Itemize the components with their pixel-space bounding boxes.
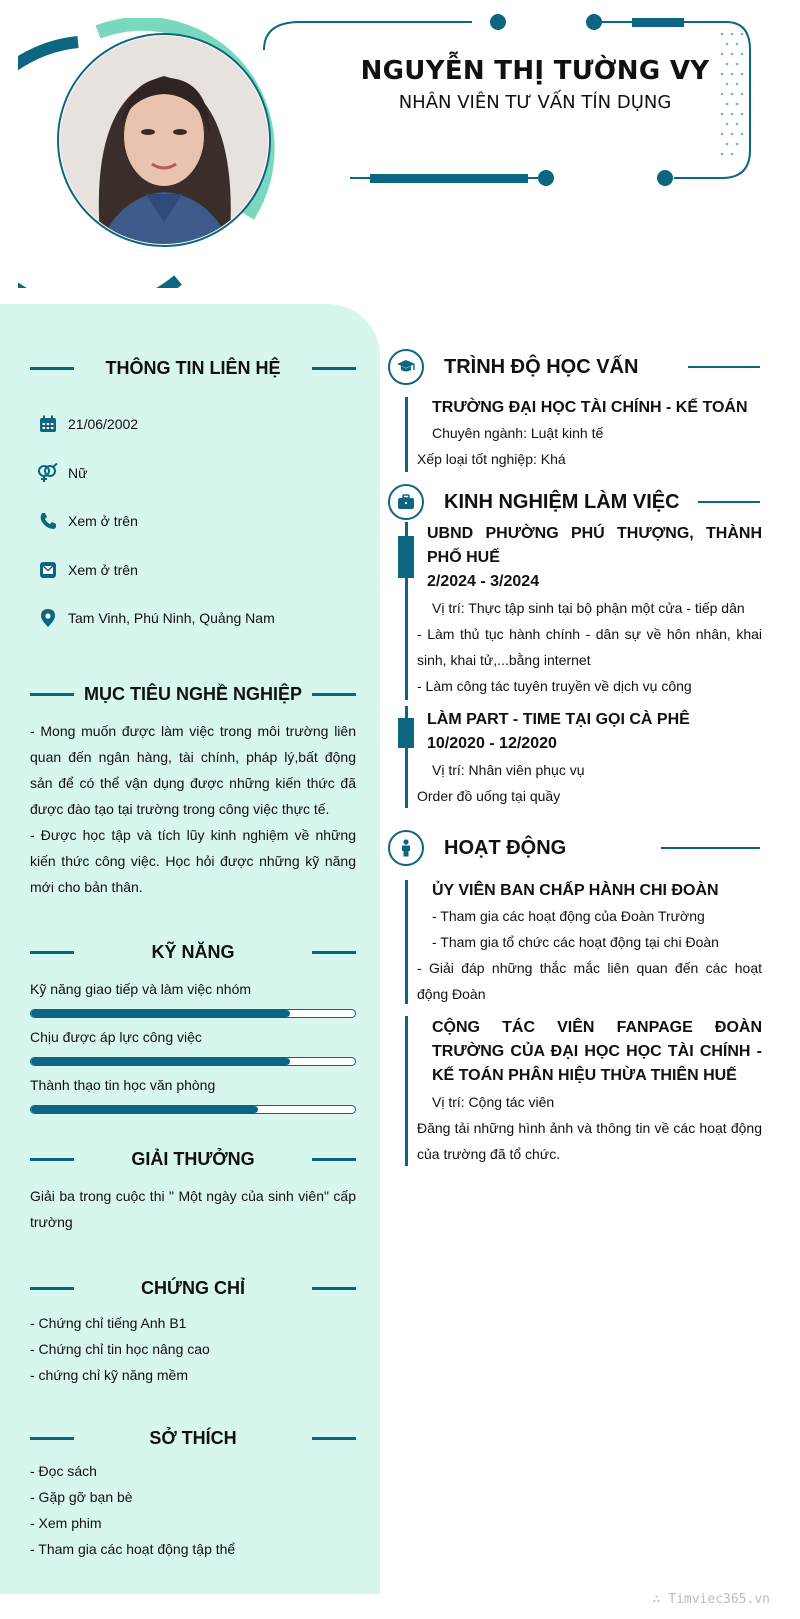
- objective-heading: MỤC TIÊU NGHỀ NGHIỆP: [30, 680, 356, 708]
- job-position: Vị trí: Thực tập sinh tại bộ phận một cửa - tiếp dân: [432, 600, 745, 616]
- activity-detail: - Tham gia tổ chức các hoạt động tại chi Đoàn: [432, 934, 719, 950]
- job-description: Order đồ uống tại quầy: [417, 788, 561, 804]
- job-period: 2/2024 - 3/2024: [427, 573, 540, 590]
- contact-gender: Nữ: [36, 460, 87, 486]
- list-item: - Xem phim: [30, 1515, 102, 1531]
- skill-item: Thành thạo tin học văn phòng: [30, 1077, 356, 1114]
- job-description: - Làm công tác tuyên truyền về dịch vụ công: [417, 678, 692, 694]
- activity-detail: - Giải đáp những thắc mắc liên quan đến các hoạt động Đoàn: [417, 960, 762, 1002]
- activity-detail: Đăng tải những hình ảnh và thông tin về các hoạt động của trường đã tổ chức.: [417, 1120, 762, 1162]
- watermark: ∴ Timviec365.vn: [652, 1592, 770, 1607]
- job-description: - Làm thủ tục hành chính - dân sự về hôn nhân, khai sinh, khai tử,...bằng internet: [417, 626, 762, 668]
- gender-icon: [36, 461, 60, 485]
- education-timeline: [405, 397, 408, 472]
- job-position: Vị trí: Nhân viên phục vụ: [432, 762, 585, 778]
- education-school: TRƯỜNG ĐẠI HỌC TÀI CHÍNH - KẾ TOÁN: [432, 399, 748, 416]
- contact-phone: Xem ở trên: [36, 508, 138, 534]
- hobbies-list: [30, 1458, 356, 1562]
- list-item: - Tham gia các hoạt động tập thể: [30, 1541, 236, 1557]
- job-period: 10/2020 - 12/2020: [427, 735, 557, 752]
- skill-item: Kỹ năng giao tiếp và làm việc nhóm: [30, 981, 356, 1018]
- skills-heading: KỸ NĂNG: [30, 938, 356, 966]
- avatar: [60, 36, 268, 244]
- contact-heading: THÔNG TIN LIÊN HỆ: [30, 354, 356, 382]
- activity-title: ỦY VIÊN BAN CHẤP HÀNH CHI ĐOÀN: [432, 882, 719, 899]
- candidate-name: NGUYỄN THỊ TƯỜNG VY: [360, 56, 710, 86]
- phone-icon: [36, 509, 60, 533]
- contact-birthday: 21/06/2002: [36, 411, 138, 437]
- graduation-cap-icon: [388, 349, 424, 385]
- education-grade: Xếp loại tốt nghiệp: Khá: [417, 451, 566, 467]
- candidate-job-title: NHÂN VIÊN TƯ VẤN TÍN DỤNG: [398, 92, 672, 113]
- location-icon: [36, 606, 60, 630]
- job-org: UBND PHƯỜNG PHÚ THƯỢNG, THÀNH PHỐ HUẾ: [427, 525, 762, 566]
- experience-heading: KINH NGHIỆM LÀM VIỆC: [388, 484, 760, 520]
- calendar-icon: [36, 412, 60, 436]
- timeline-marker: [398, 718, 414, 748]
- list-item: - Đọc sách: [30, 1463, 97, 1479]
- education-major: Chuyên ngành: Luật kinh tế: [432, 425, 604, 441]
- activities-timeline: [405, 880, 408, 1004]
- contact-email: Xem ở trên: [36, 557, 138, 583]
- certificates-list: [30, 1310, 356, 1388]
- certificates-heading: CHỨNG CHỈ: [30, 1274, 356, 1302]
- awards-text: Giải ba trong cuộc thi " Một ngày của sinh viên" cấp trường: [30, 1188, 356, 1230]
- list-item: - Chứng chỉ tin học nâng cao: [30, 1341, 210, 1357]
- hobbies-heading: SỞ THÍCH: [30, 1424, 356, 1452]
- skill-bar: [30, 1009, 356, 1018]
- skill-bar: [30, 1057, 356, 1066]
- skill-item: Chịu được áp lực công việc: [30, 1029, 356, 1066]
- job-org: LÀM PART - TIME TẠI GỌI CÀ PHÊ: [427, 711, 690, 728]
- list-item: - chứng chỉ kỹ năng mềm: [30, 1367, 188, 1383]
- contact-address: Tam Vinh, Phú Ninh, Quảng Nam: [36, 605, 275, 631]
- activity-title: CỘNG TÁC VIÊN FANPAGE ĐOÀN TRƯỜNG CỦA ĐẠI HỌC HỌC TÀI CHÍNH - KẾ TOÁN PHÂN HIỆU THỪA THIÊN HUẾ: [432, 1019, 762, 1084]
- avatar-frame: [18, 18, 288, 288]
- briefcase-icon: [388, 484, 424, 520]
- email-icon: [36, 558, 60, 582]
- education-heading: TRÌNH ĐỘ HỌC VẤN: [388, 349, 760, 385]
- list-item: - Gặp gỡ bạn bè: [30, 1489, 133, 1505]
- timeline-marker: [398, 536, 414, 578]
- objective-text: - Mong muốn được làm việc trong môi trường liên quan đến ngân hàng, tài chính, pháp lý,bất động sản để có thể vận dụng được những kiến thức đã được đào tạo tại trường trong công việc thực tế. - Được học tập và tích lũy kinh nghiệm về những kiến thức công việc. Học hỏi được những kỹ năng mới cho bản thân.: [30, 723, 356, 895]
- list-item: - Chứng chỉ tiếng Anh B1: [30, 1315, 187, 1331]
- person-icon: [388, 830, 424, 866]
- activities-timeline: [405, 1016, 408, 1166]
- activity-detail: - Tham gia các hoạt động của Đoàn Trường: [432, 908, 705, 924]
- activities-heading: HOẠT ĐỘNG: [388, 830, 760, 866]
- activity-detail: Vị trí: Cộng tác viên: [432, 1094, 555, 1110]
- skill-bar: [30, 1105, 356, 1114]
- awards-heading: GIẢI THƯỞNG: [30, 1145, 356, 1173]
